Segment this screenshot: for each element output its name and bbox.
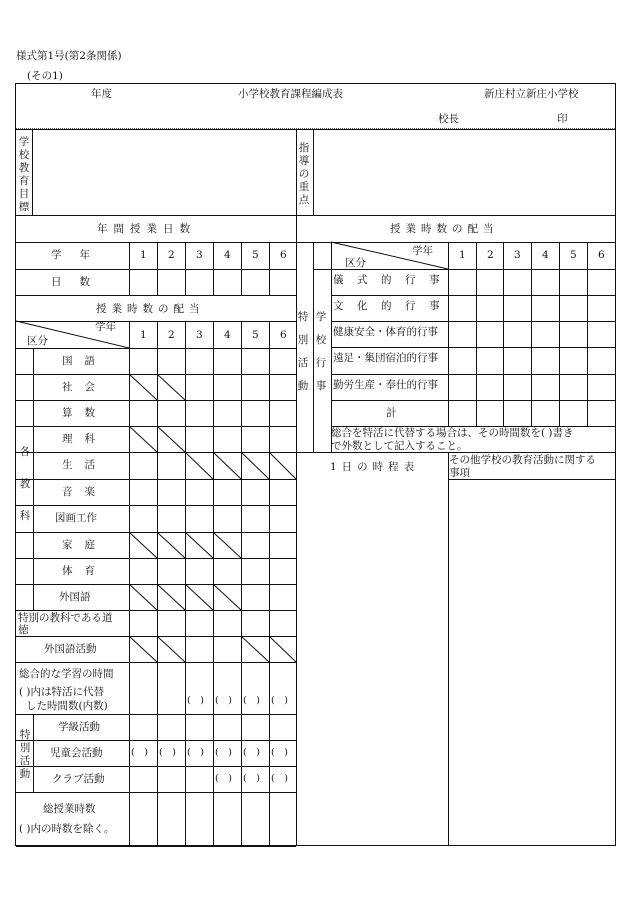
- council-activity-label: 児童会活動: [50, 747, 103, 759]
- grade-row-label: 学年: [51, 249, 108, 261]
- subject-7: 家庭: [62, 539, 107, 551]
- event-3: 遠足・集団宿泊的行事: [333, 352, 438, 364]
- gakko-gyoji-label: 学校行事: [315, 311, 327, 392]
- right-grade-5: 5: [570, 249, 577, 261]
- foreign-activity-label: 外国語活動: [44, 643, 97, 655]
- school-name: 新庄村立新庄小学校: [484, 88, 579, 100]
- paren-cell: ( ): [187, 695, 204, 706]
- event-2: 健康安全・体育的行事: [333, 326, 438, 338]
- subject-9: 外国語: [59, 591, 91, 603]
- left-hours-title: 授業時数の配当: [96, 303, 205, 315]
- subject-4: 生活: [62, 459, 107, 471]
- total-hours-note: ( )内の時数を除く。: [19, 823, 115, 835]
- strike: [129, 532, 157, 558]
- right-grade-1: 1: [459, 249, 466, 261]
- left-grade-2: 2: [168, 329, 175, 341]
- other-matters-1: その他学校の教育活動に関する: [449, 454, 596, 466]
- subject-0: 国語: [62, 355, 107, 367]
- seal-label: 印: [557, 113, 568, 125]
- moral-label-2: 徳: [18, 624, 29, 636]
- annual-grade-3: 3: [196, 249, 203, 261]
- strike: [157, 426, 185, 452]
- paren-cell: ( ): [187, 747, 204, 758]
- kaku-kyoka-label: 各教科: [19, 446, 31, 522]
- left-grade-1: 1: [140, 329, 147, 341]
- left-grade-3: 3: [196, 329, 203, 341]
- paren-cell: ( ): [215, 747, 232, 758]
- paren-cell: ( ): [131, 747, 148, 758]
- right-hours-title: 授業時数の配当: [390, 223, 499, 235]
- event-0: 儀式的行事: [333, 274, 453, 286]
- left-corner-kubun: 区分: [27, 335, 48, 347]
- strike: [213, 532, 241, 558]
- right-grade-2: 2: [487, 249, 494, 261]
- paren-cell: ( ): [271, 695, 288, 706]
- paren-cell: ( ): [215, 695, 232, 706]
- club-activity-label: クラブ活動: [52, 773, 105, 785]
- right-note-1: 総合を特活に代替する場合は、その時間数を( )書き: [331, 427, 574, 439]
- right-note-2: で外数として記入すること。: [331, 440, 468, 452]
- strike: [157, 532, 185, 558]
- annual-grade-2: 2: [168, 249, 175, 261]
- special-activity-label: 特別活動: [19, 729, 31, 780]
- right-corner-grade: 学年: [412, 245, 433, 257]
- paren-cell: ( ): [271, 747, 288, 758]
- right-total-label: 計: [386, 407, 397, 419]
- strike: [129, 584, 157, 610]
- subject-1: 社会: [62, 381, 107, 393]
- paren-cell: ( ): [243, 747, 260, 758]
- strike: [129, 426, 157, 452]
- annual-grade-4: 4: [224, 249, 231, 261]
- strike: [213, 452, 241, 479]
- school-goal-label: 学校教育目標: [18, 136, 30, 213]
- integrated-label: 総合的な学習の時間: [19, 668, 114, 680]
- subject-3: 理科: [62, 433, 107, 445]
- nendo-label: 年度: [91, 88, 112, 100]
- strike: [185, 452, 213, 479]
- paren-cell: ( ): [271, 773, 288, 784]
- strike: [269, 636, 296, 662]
- principal-label: 校長: [438, 113, 459, 125]
- paren-cell: ( ): [243, 695, 260, 706]
- days-row-label: 日数: [51, 276, 108, 288]
- strike: [269, 452, 296, 479]
- integrated-note-2: した時間数(内数): [26, 700, 108, 712]
- strike: [185, 532, 213, 558]
- strike: [185, 584, 213, 610]
- annual-grade-1: 1: [140, 249, 147, 261]
- right-corner-kubun: 区分: [345, 257, 366, 269]
- paren-cell: ( ): [243, 773, 260, 784]
- left-grade-5: 5: [252, 329, 259, 341]
- annual-grade-5: 5: [252, 249, 259, 261]
- left-grade-4: 4: [224, 329, 231, 341]
- strike: [157, 584, 185, 610]
- strike: [157, 636, 185, 662]
- class-activity-label: 学級活動: [58, 721, 100, 733]
- right-grade-4: 4: [542, 249, 549, 261]
- subject-5: 音楽: [62, 486, 107, 498]
- strike: [129, 636, 157, 662]
- strike: [213, 584, 241, 610]
- focus-label: 指導の重点: [298, 142, 310, 206]
- strike: [241, 452, 269, 479]
- other-matters-2: 事項: [449, 467, 470, 479]
- form-title: 小学校教育課程編成表: [238, 88, 343, 100]
- schedule-title: 1日の時程表: [330, 461, 420, 473]
- event-1: 文化的行事: [333, 300, 453, 312]
- subject-8: 体育: [62, 565, 107, 577]
- strike: [157, 374, 185, 400]
- strike: [241, 636, 269, 662]
- right-grade-6: 6: [598, 249, 605, 261]
- tokubetsu-label: 特別活動: [297, 311, 309, 392]
- paren-cell: ( ): [159, 747, 176, 758]
- integrated-note-1: ( )内は特活に代替: [19, 686, 105, 698]
- sub-number: (その1): [27, 70, 63, 82]
- total-hours-label: 総授業時数: [43, 803, 96, 815]
- left-grade-6: 6: [280, 329, 287, 341]
- paren-cell: ( ): [215, 773, 232, 784]
- moral-label-1: 特別の教科である道: [18, 612, 113, 624]
- left-corner-grade: 学年: [95, 321, 116, 333]
- annual-grade-6: 6: [280, 249, 287, 261]
- strike: [129, 374, 157, 400]
- subject-6: 図画工作: [55, 512, 97, 524]
- event-4: 勤労生産・奉仕的行事: [333, 379, 438, 391]
- right-grade-3: 3: [514, 249, 521, 261]
- form-number: 様式第1号(第2条関係): [16, 50, 122, 62]
- subject-2: 算数: [62, 407, 107, 419]
- annual-days-title: 年間授業日数: [97, 223, 196, 235]
